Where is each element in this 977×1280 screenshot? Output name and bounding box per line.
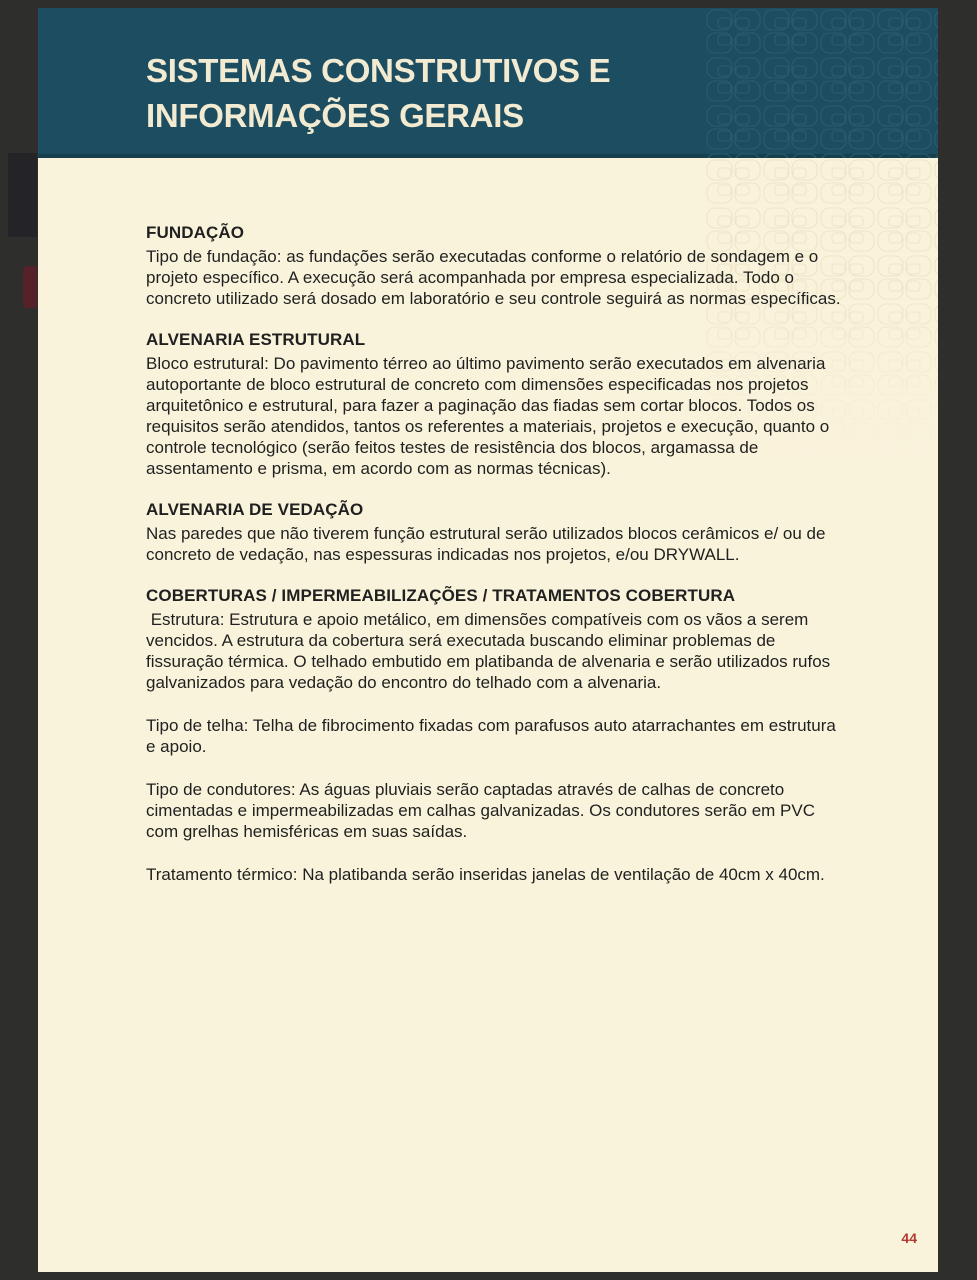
section-coberturas [146, 585, 841, 885]
page-body [146, 158, 841, 905]
section-paragraph: Estrutura: Estrutura e apoio metálico, em dimensões compatíveis com os vãos a serem vencidos. A estrutura da cobertura será executada buscando eliminar problemas de fissuração térmica. O telhado embutido em platibanda de alvenaria e serão utilizados rufos galvanizados para vedação do encontro do telhado com a alvenaria. [146, 610, 831, 692]
section-paragraph: Tipo de telha: Telha de fibrocimento fixadas com parafusos auto atarrachantes em estrutura e apoio. [146, 716, 836, 756]
background-artifact-red [23, 266, 37, 308]
header-band [38, 8, 938, 158]
section-paragraph: Tipo de fundação: as fundações serão executadas conforme o relatório de sondagem e o projeto específico. A execução será acompanhada por empresa especializada. Todo o concreto utilizado será dosado em laboratório e seu controle seguirá as normas específicas. [146, 247, 841, 308]
section-alvenaria-estrutural [146, 329, 841, 479]
page-title [146, 48, 610, 138]
section-heading: COBERTURAS / IMPERMEABILIZAÇÕES / TRATAMENTOS COBERTURA [146, 586, 736, 605]
background-artifact-dark [8, 153, 37, 237]
section-paragraph: Tratamento térmico: Na platibanda serão inseridas janelas de ventilação de 40cm x 40cm. [146, 865, 825, 884]
section-fundacao [146, 222, 841, 309]
section-heading: FUNDAÇÃO [146, 223, 245, 242]
section-heading: ALVENARIA DE VEDAÇÃO [146, 500, 364, 519]
document-page [38, 8, 938, 1272]
section-heading: ALVENARIA ESTRUTURAL [146, 330, 366, 349]
section-paragraph: Tipo de condutores: As águas pluviais serão captadas através de calhas de concreto cimentadas e impermeabilizadas em calhas galvanizadas. Os condutores serão em PVC com grelhas hemisféricas em suas saídas. [146, 780, 815, 841]
page-title-line1: SISTEMAS CONSTRUTIVOS E [146, 52, 611, 89]
section-alvenaria-vedacao [146, 499, 841, 565]
page-title-line2: INFORMAÇÕES GERAIS [146, 97, 524, 134]
section-paragraph: Nas paredes que não tiverem função estrutural serão utilizados blocos cerâmicos e/ ou de concreto de vedação, nas espessuras indicadas nos projetos, e/ou DRYWALL. [146, 524, 826, 564]
section-paragraph: Bloco estrutural: Do pavimento térreo ao último pavimento serão executados em alvenaria autoportante de bloco estrutural de concreto com dimensões especificadas nos projetos arquitetônico e estrutural, para fazer a paginação das fiadas sem cortar blocos. Todos os requisitos serão atendidos, tantos os referentes a materiais, projetos e execução, quanto o controle tecnológico (serão feitos testes de resistência dos blocos, argamassa de assentamento e prisma, em acordo com as normas técnicas). [146, 354, 830, 478]
page-number: 44 [901, 1230, 917, 1246]
flower-pattern-teal-icon [705, 8, 938, 158]
